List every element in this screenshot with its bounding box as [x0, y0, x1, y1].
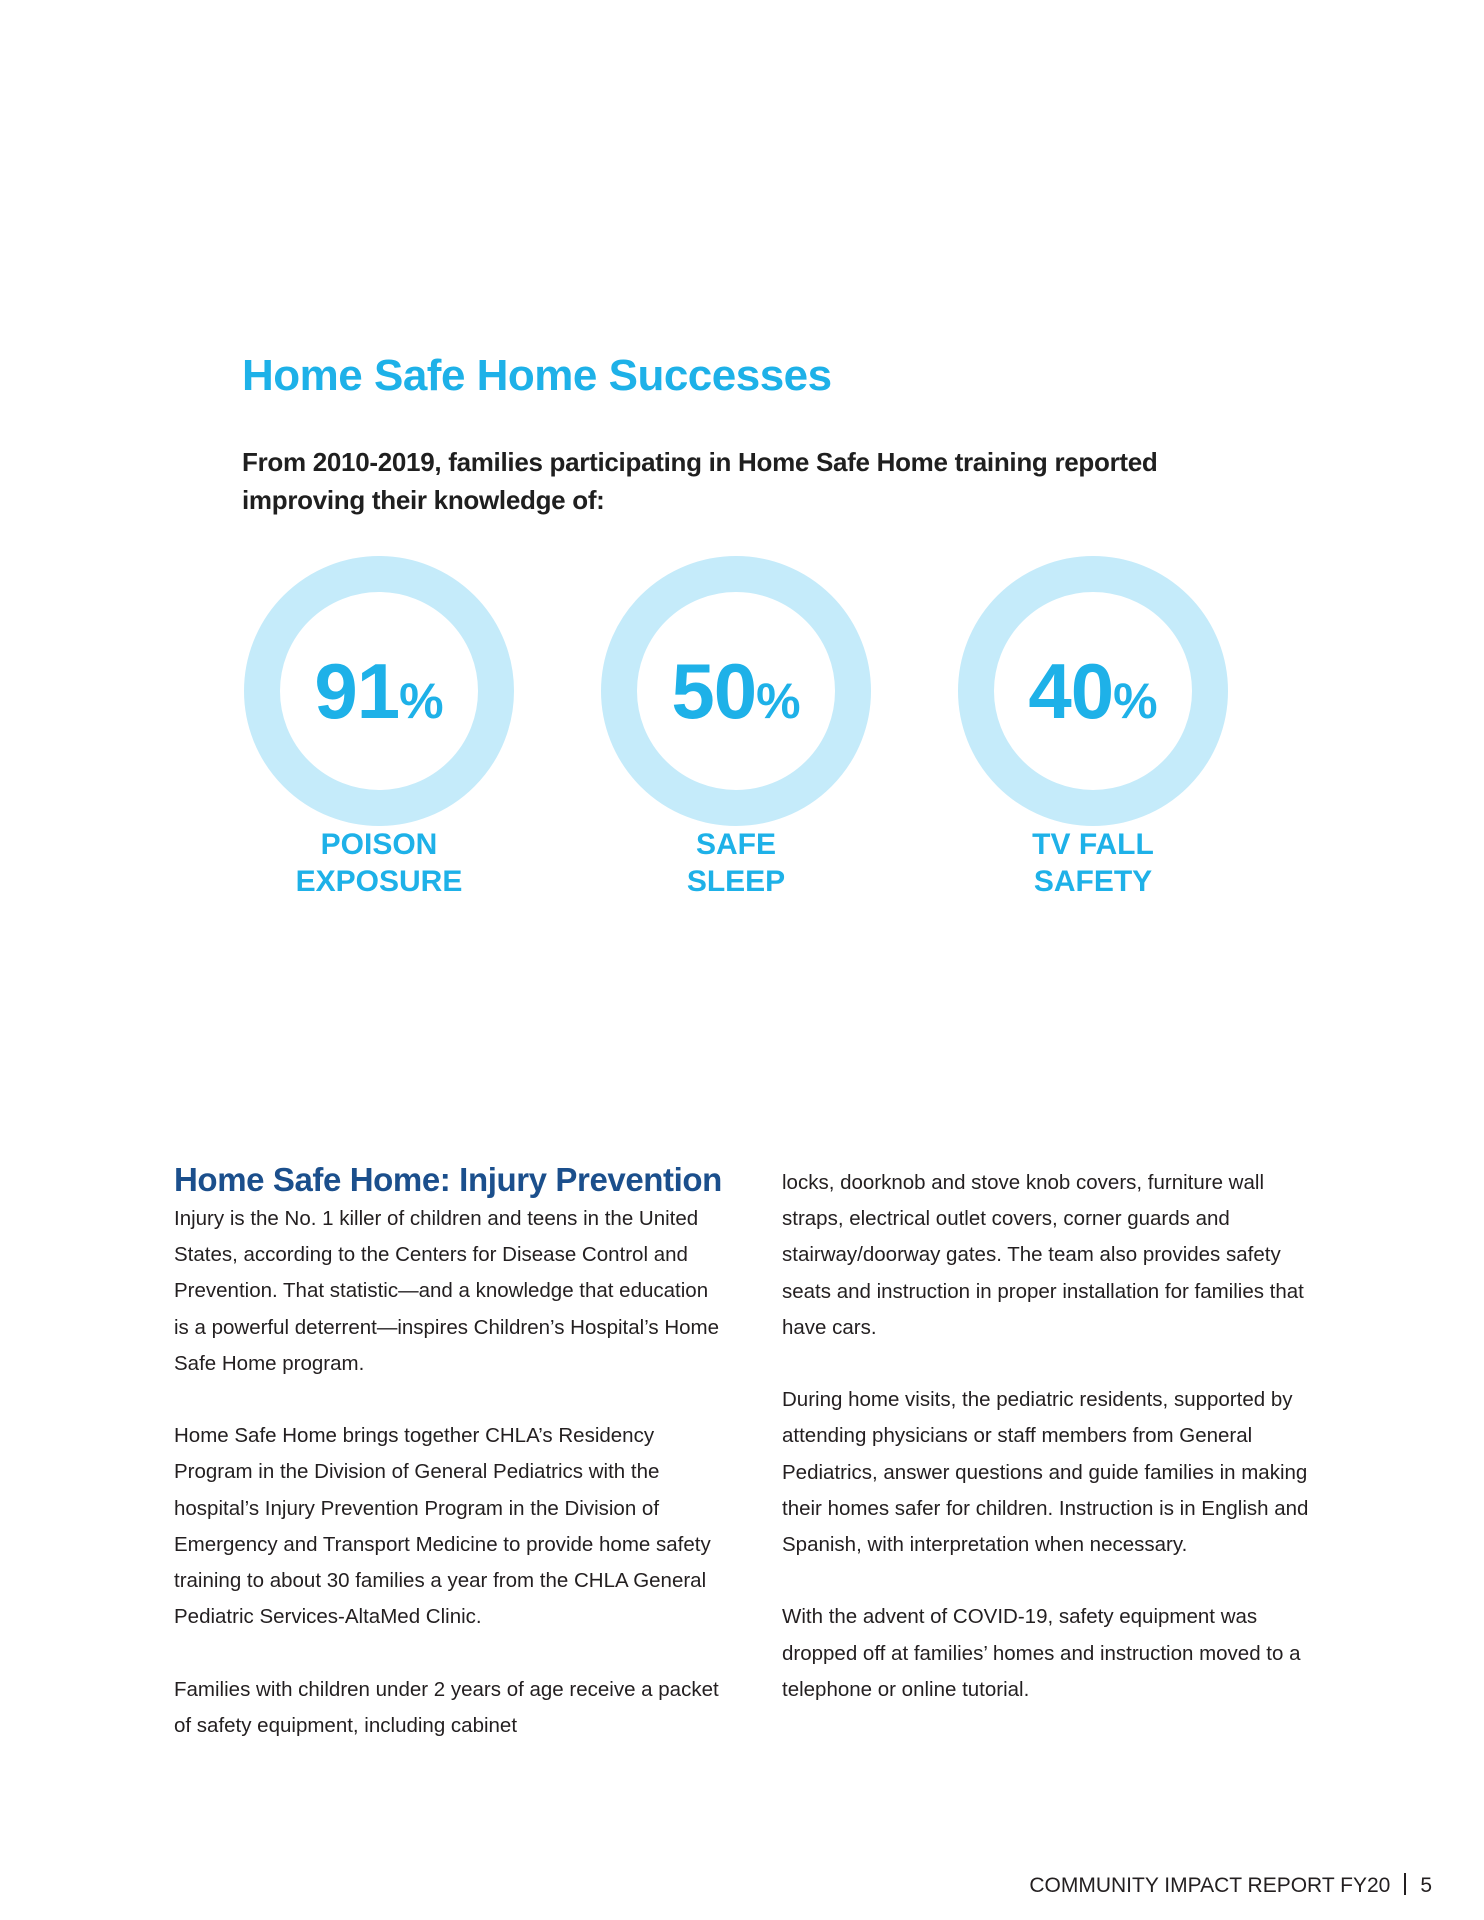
report-name: COMMUNITY IMPACT REPORT FY20: [1029, 1874, 1391, 1897]
article-column-right: [782, 1165, 1327, 1744]
paragraph: Home Safe Home brings together CHLA’s Residency Program in the Division of General Pediatrics with the hospital’s Injury Prevention Program in the Division of Emergency and Transport Medicine to provide home safety training to about 30 families a year from the CHLA General Pediatric Services-AltaMed Clinic.: [174, 1424, 711, 1629]
percent-number: 50: [671, 647, 757, 735]
percent-sign: %: [756, 673, 801, 729]
percent-number: 40: [1028, 647, 1114, 735]
donut-value: [244, 647, 514, 754]
percent-number: 91: [314, 647, 400, 735]
donut-safe-sleep: [601, 556, 871, 916]
page-number: 5: [1420, 1874, 1432, 1897]
injury-prevention-title: Home Safe Home: Injury Prevention: [174, 1161, 722, 1198]
paragraph: During home visits, the pediatric residents, supported by attending physicians or staff members from General Pediatrics, answer questions and guide families in making their homes safer for children. Instruction is in English and Spanish, with interpretation when necessary.: [782, 1388, 1309, 1557]
article-column-left: [174, 1201, 719, 1780]
donut-label: TV FALL SAFETY: [1032, 828, 1154, 898]
donut-label: SAFE SLEEP: [686, 828, 786, 898]
paragraph: locks, doorknob and stove knob covers, furniture wall straps, electrical outlet covers, corner guards and stairway/doorway gates. The team also provides safety seats and instruction in proper installation for families that have cars.: [782, 1171, 1304, 1339]
donut-tv-fall-safety: [958, 556, 1228, 916]
successes-intro: From 2010-2019, families participating in Home Safe Home training reported improving their knowledge of:: [242, 447, 1158, 515]
successes-title: Home Safe Home Successes: [242, 351, 832, 400]
donut-value: [601, 647, 871, 754]
paragraph: Families with children under 2 years of age receive a packet of safety equipment, including cabinet: [174, 1677, 719, 1737]
donut-value: [958, 647, 1228, 754]
donut-label: POISON EXPOSURE: [295, 828, 463, 898]
paragraph: Injury is the No. 1 killer of children and teens in the United States, according to the Centers for Disease Control and Prevention. That statistic—and a knowledge that education is a powerful deterrent—inspires Children’s Hospital’s Home Safe Home program.: [174, 1207, 720, 1375]
page-footer: [1029, 1871, 1432, 1901]
percent-sign: %: [1113, 673, 1158, 729]
percent-sign: %: [399, 673, 444, 729]
donut-poison-exposure: [244, 556, 514, 916]
footer-divider: [1404, 1873, 1406, 1895]
paragraph: With the advent of COVID-19, safety equipment was dropped off at families’ homes and instruction moved to a telephone or online tutorial.: [782, 1605, 1301, 1701]
